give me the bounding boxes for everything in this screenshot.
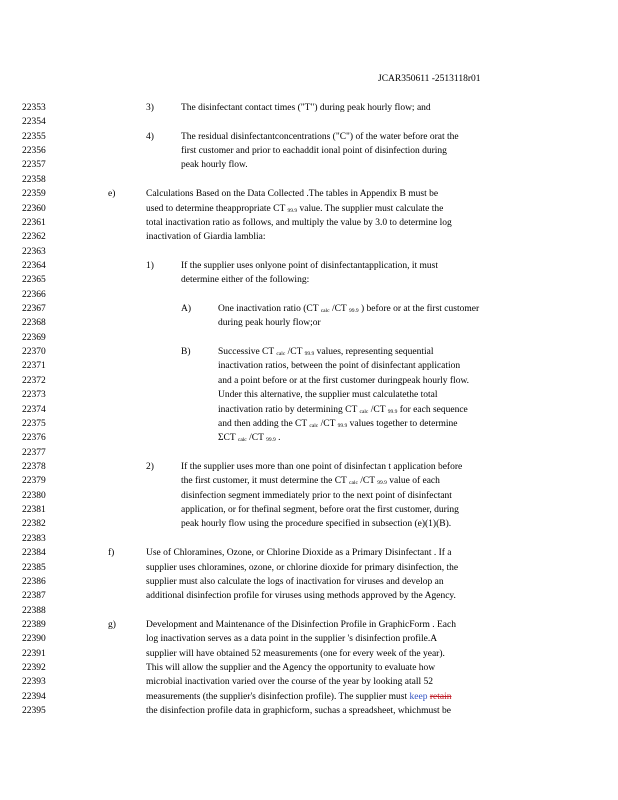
item-label: A) bbox=[181, 304, 192, 315]
line-number: 22393 bbox=[22, 677, 46, 688]
line-number: 22367 bbox=[22, 304, 46, 315]
line-text: supplier will have obtained 52 measurements (one for every week of the year). bbox=[146, 648, 445, 659]
item-label: g) bbox=[108, 619, 116, 630]
line-text: additional disinfection profile for viruses using methods approved by the Agency. bbox=[146, 591, 456, 602]
line-text: If the supplier uses more than one point of disinfectan t application before bbox=[181, 462, 463, 472]
line-text: peak hourly flow using the procedure specified in subsection (e)(1)(B). bbox=[181, 519, 452, 530]
line-number: 22387 bbox=[22, 591, 46, 602]
line-number: 22385 bbox=[22, 562, 46, 573]
line-text: the disinfection profile data in graphicform, suchas a spreadsheet, whichmust be bbox=[146, 706, 451, 717]
line-text: application, or for thefinal segment, before orat the first customer, during bbox=[181, 505, 459, 516]
line-text: total inactivation ratio as follows, and multiply the value by 3.0 to determine log bbox=[146, 217, 452, 228]
line-number: 22360 bbox=[22, 203, 46, 214]
line-number: 22370 bbox=[22, 347, 46, 358]
document-header: JCAR350611 -2513118r01 bbox=[378, 74, 481, 84]
deleted-text: retain bbox=[429, 691, 452, 702]
line-text: This will allow the supplier and the Agency the opportunity to evaluate how bbox=[146, 663, 436, 674]
subscript: 99.9 bbox=[377, 480, 387, 487]
line-number: 22359 bbox=[22, 189, 46, 200]
item-label: 3) bbox=[146, 103, 154, 113]
line-text: disinfection segment immediately prior to the next point of disinfectant bbox=[181, 490, 452, 501]
line-number: 22368 bbox=[22, 318, 46, 329]
line-text: measurements (the supplier's disinfection profile). The supplier must keep retain bbox=[146, 691, 452, 702]
line-number: 22374 bbox=[22, 404, 46, 415]
line-text: used to determine theappropriate CT 99.9 value. The supplier must calculate the bbox=[146, 203, 444, 214]
line-text: and a point before or at the first customer duringpeak hourly flow. bbox=[218, 375, 470, 386]
line-number: 22383 bbox=[22, 533, 46, 544]
item-label: 2) bbox=[146, 462, 154, 472]
line-number: 22376 bbox=[22, 433, 46, 444]
line-text: inactivation ratio by determining CT calc /CT 99.9 for each sequence bbox=[218, 404, 468, 415]
line-number: 22355 bbox=[22, 131, 46, 142]
subscript: calc bbox=[349, 480, 358, 487]
line-number: 22363 bbox=[22, 246, 46, 257]
line-number: 22378 bbox=[22, 462, 46, 472]
item-label: e) bbox=[108, 189, 116, 200]
line-text: The disinfectant contact times ("T") during peak hourly flow; and bbox=[181, 103, 431, 113]
line-text: Use of Chloramines, Ozone, or Chlorine Dioxide as a Primary Disinfectant . If a bbox=[146, 548, 452, 559]
line-text: ΣCT calc /CT 99.9 . bbox=[218, 433, 281, 444]
line-number: 22371 bbox=[22, 361, 46, 372]
line-text: microbial inactivation varied over the course of the year by looking atall 52 bbox=[146, 677, 434, 688]
subscript: calc bbox=[309, 422, 319, 429]
line-number: 22369 bbox=[22, 332, 46, 343]
line-number: 22389 bbox=[22, 619, 46, 630]
line-number: 22394 bbox=[22, 691, 46, 702]
line-number: 22364 bbox=[22, 260, 46, 271]
line-number: 22377 bbox=[22, 447, 46, 458]
line-text: inactivation ratios, between the point of disinfectant application bbox=[218, 361, 461, 372]
line-number: 22392 bbox=[22, 663, 46, 674]
line-number: 22386 bbox=[22, 576, 46, 587]
subscript: 99.9 bbox=[304, 351, 315, 358]
line-text: One inactivation ratio (CT calc /CT 99.9 ) before or at the first customer bbox=[218, 304, 480, 315]
line-text: determine either of the following: bbox=[181, 275, 310, 286]
line-text: Calculations Based on the Data Collected .The tables in Appendix B must be bbox=[146, 189, 439, 200]
line-text: log inactivation serves as a data point in the supplier 's disinfection profile.A bbox=[146, 634, 438, 645]
line-number: 22356 bbox=[22, 146, 46, 157]
line-number: 22361 bbox=[22, 217, 46, 228]
line-number: 22391 bbox=[22, 648, 46, 659]
line-number: 22381 bbox=[22, 505, 46, 516]
line-number: 22375 bbox=[22, 418, 46, 429]
subscript: calc bbox=[359, 408, 369, 415]
line-text: first customer and prior to eachaddit ional point of disinfection during bbox=[181, 146, 447, 157]
line-number: 22379 bbox=[22, 476, 46, 487]
line-number: 22372 bbox=[22, 375, 46, 386]
line-number: 22390 bbox=[22, 634, 46, 645]
subscript: calc bbox=[237, 437, 247, 444]
line-number: 22388 bbox=[22, 605, 46, 616]
line-text: peak hourly flow. bbox=[181, 160, 248, 171]
item-label: f) bbox=[108, 548, 115, 559]
item-label: 4) bbox=[146, 131, 154, 142]
line-text: inactivation of Giardia lamblia: bbox=[146, 232, 266, 243]
line-text: supplier uses chloramines, ozone, or chlorine dioxide for primary disinfection, the bbox=[146, 562, 459, 573]
line-text: If the supplier uses onlyone point of disinfectantapplication, it must bbox=[181, 260, 438, 271]
line-text: Under this alternative, the supplier must calculatethe total bbox=[218, 390, 438, 401]
line-text: during peak hourly flow;or bbox=[218, 318, 321, 329]
line-number: 22373 bbox=[22, 390, 46, 401]
line-number: 22384 bbox=[22, 548, 46, 559]
line-number: 22366 bbox=[22, 289, 46, 300]
line-number: 22357 bbox=[22, 160, 46, 171]
subscript: 99.9 bbox=[266, 437, 276, 444]
line-number: 22365 bbox=[22, 275, 46, 286]
subscript: calc bbox=[320, 308, 330, 315]
line-number: 22362 bbox=[22, 232, 46, 243]
line-number: 22354 bbox=[22, 117, 46, 128]
line-number: 22380 bbox=[22, 490, 46, 501]
line-number: 22395 bbox=[22, 706, 46, 717]
subscript: 99.9 bbox=[287, 207, 298, 214]
line-number: 22353 bbox=[22, 103, 46, 113]
line-number: 22358 bbox=[22, 174, 46, 185]
line-number: 22382 bbox=[22, 519, 46, 530]
line-text: Successive CT calc /CT 99.9 values, representing sequential bbox=[218, 347, 434, 358]
subscript: calc bbox=[276, 351, 286, 358]
line-text: supplier must also calculate the logs of inactivation for viruses and develop an bbox=[146, 576, 444, 587]
line-text: and then adding the CT calc /CT 99.9 values together to determine bbox=[218, 418, 458, 429]
line-text: Development and Maintenance of the Disinfection Profile in GraphicForm . Each bbox=[146, 619, 456, 630]
line-text: The residual disinfectantconcentrations ("C") of the water before orat the bbox=[181, 131, 459, 142]
subscript: 99.9 bbox=[387, 408, 398, 415]
inserted-text: keep bbox=[409, 691, 428, 702]
subscript: 99.9 bbox=[337, 422, 348, 429]
line-text: the first customer, it must determine the CT calc /CT 99.9 value of each bbox=[181, 476, 440, 487]
subscript: 99.9 bbox=[348, 308, 359, 315]
item-label: 1) bbox=[146, 260, 154, 271]
item-label: B) bbox=[181, 347, 191, 358]
